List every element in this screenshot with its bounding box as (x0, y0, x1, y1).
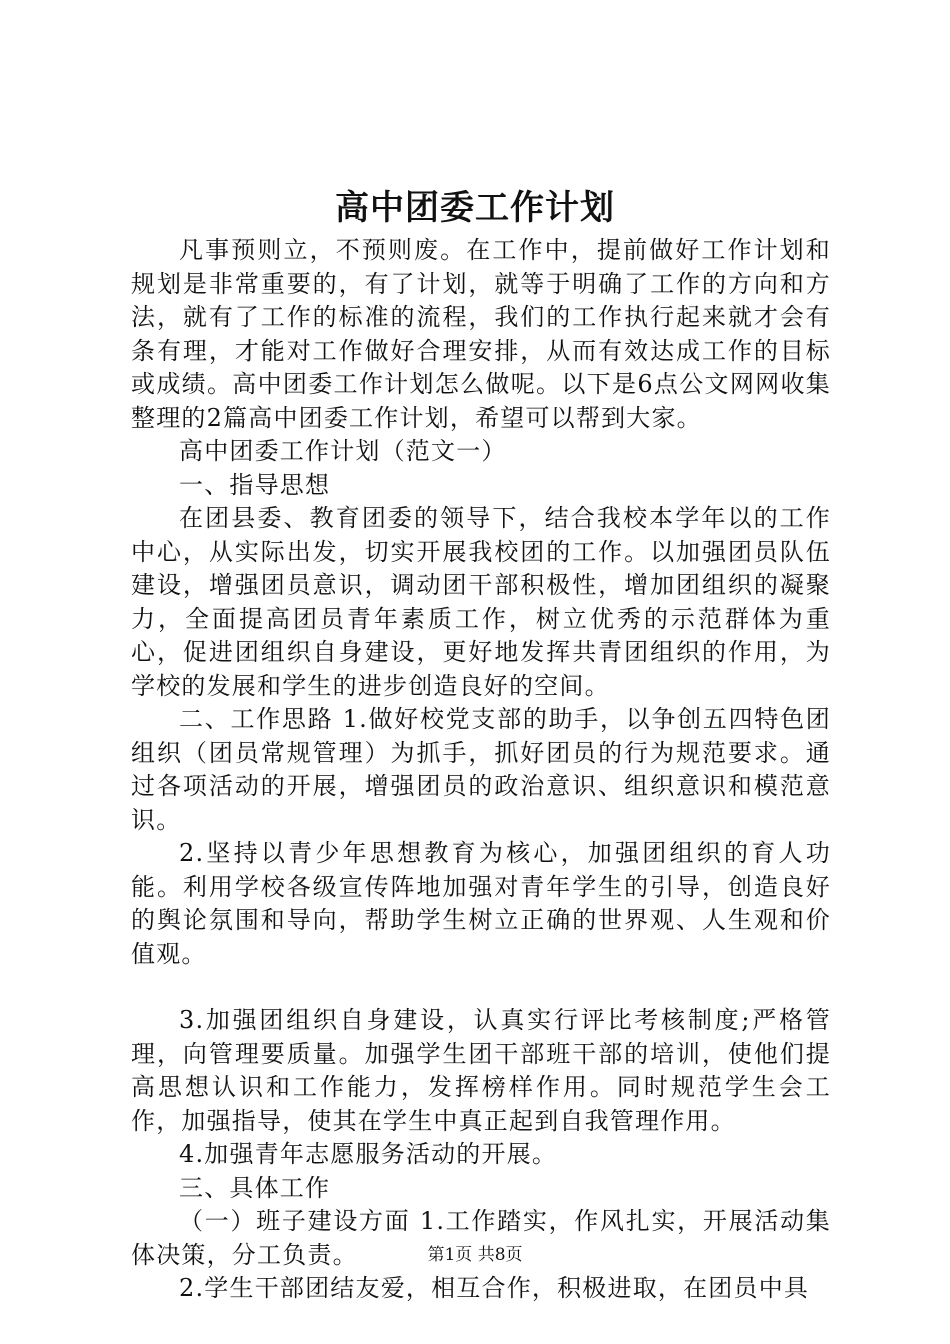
document-body (131, 234, 831, 1306)
section-heading-specific-work: 三、具体工作 (179, 1173, 331, 1202)
page-footer: 第1页 共8页 (427, 1245, 523, 1265)
paragraph-sample-heading: 高中团委工作计划（范文一） (179, 437, 507, 465)
paragraph-work-ideas-4: 4.加强青年志愿服务活动的开展。 (179, 1140, 558, 1168)
paragraph-guiding-ideology: 在团县委、教育团委的领导下，结合我校本学年以的工作中心，从实际出发，切实开展我校团的工作。以加强团员队伍建设，增强团员意识，调动团干部积极性，增加团组织的凝聚力，全面提高团员青年素质工作，树立优秀的示范群体为重心，促进团组织自身建设，更好地发挥共青团组织的作用，为学校的发展和学生的进步创造良好的空间。 (131, 504, 831, 700)
section-heading-guiding-ideology: 一、指导思想 (179, 470, 331, 499)
paragraph-work-ideas-3: 3.加强团组织自身建设，认真实行评比考核制度;严格管理，向管理要质量。加强学生团干部班干部的培训，使他们提高思想认识和工作能力，发挥榜样作用。同时规范学生会工作，加强指导，使其在学生中真正起到自我管理作用。 (131, 1006, 831, 1135)
paragraph-work-ideas-2: 2.坚持以青少年思想教育为核心，加强团组织的育人功能。利用学校各级宣传阵地加强对青年学生的引导，创造良好的舆论氛围和导向，帮助学生树立正确的世界观、人生观和价值观。 (131, 839, 831, 968)
paragraph-team-building-2: 2.学生干部团结友爱，相互合作，积极进取，在团员中具 (179, 1274, 810, 1302)
paragraph-work-ideas-1: 二、工作思路 1.做好校党支部的助手，以争创五四特色团组织（团员常规管理）为抓手，抓好团员的行为规范要求。通过各项活动的开展，增强团员的政治意识、组织意识和模范意识。 (131, 705, 831, 834)
document-title: 高中团委工作计划 (335, 188, 615, 228)
paragraph-team-building-1: （一）班子建设方面 1.工作踏实，作风扎实，开展活动集体决策，分工负责。 (131, 1207, 831, 1269)
paragraph-intro: 凡事预则立，不预则废。在工作中，提前做好工作计划和规划是非常重要的，有了计划，就等于明确了工作的方向和方法，就有了工作的标准的流程，我们的工作执行起来就才会有条有理，才能对工作做好合理安排，从而有效达成工作的目标或成绩。高中团委工作计划怎么做呢。以下是6点公文网网收集整理的2篇高中团委工作计划，希望可以帮到大家。 (131, 236, 831, 432)
